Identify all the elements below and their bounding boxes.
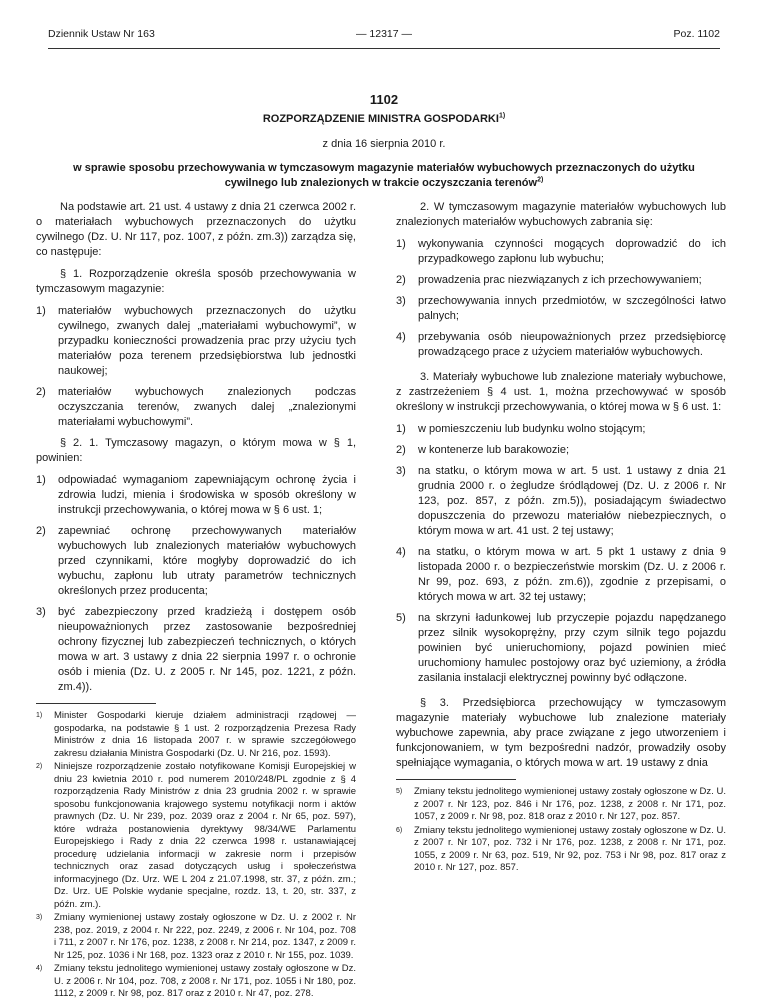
intro-paragraph: Na podstawie art. 21 ust. 4 ustawy z dnia 21 czerwca 2002 r. o materiałach wybuchowych przeznaczonych do użytku cywilnego (Dz. U. Nr 117, poz. 1007, z późn. zm.3)) zarządza się, co następuje:: [36, 201, 356, 258]
section-1: § 1. Rozporządzenie określa sposób przechowywania w tymczasowym magazynie:: [36, 268, 356, 295]
list-item: [396, 422, 726, 437]
list-item-number: 3): [36, 606, 46, 618]
list-item-number: 5): [396, 612, 406, 624]
footnote-text: Minister Gospodarki kieruje działem administracji rządowej — gospodarka, na podstawie § 1 ust. 2 rozporządzenia Prezesa Rady Ministrów z dnia 16 listopada 2007 r. w sprawie szczegółowego zakresu działania Ministra Gospodarki (Dz. U. Nr 216, poz. 1593).: [54, 710, 356, 759]
footnote-text: Zmiany wymienionej ustawy zostały ogłoszone w Dz. U. z 2002 r. Nr 238, poz. 2019, z 2004 r. Nr 222, poz. 2249, z 2006 r. Nr 104, poz. 708 i 711, z 2007 r. Nr 176, poz. 1238, z 2008 r. Nr 214, poz. 1347, z 2009 r. Nr 125, poz. 1036 i Nr 168, poz. 1323 oraz z 2010 r. Nr 155, poz. 1039.: [54, 912, 356, 961]
list-item-text: na statku, o którym mowa w art. 5 ust. 1 ustawy z dnia 21 grudnia 2000 r. o żegludze śródlądowej (Dz. U. z 2006 r. Nr 123, poz. 857, z późn. zm.5)), posiadającym świadectwo dopuszczenia do przewozu materiałów niebezpiecznych, o którym mowa w art. 41 ust. 2 tej ustawy;: [418, 465, 726, 537]
footnote-separator: [36, 703, 156, 704]
section-2: § 2. 1. Tymczasowy magazyn, o którym mowa w § 1, powinien:: [36, 437, 356, 464]
footnote-separator: [396, 779, 516, 780]
act-subject-text: w sprawie sposobu przechowywania w tymczasowym magazynie materiałów wybuchowych przeznaczonych do użytku cywilnego lub znalezionych w trakcie oczyszczania terenów: [73, 162, 695, 190]
list-item-text: zapewniać ochronę przechowywanych materiałów wybuchowych lub znalezionych materiałów wybuchowych przed czynnikami, które mogłyby doprowadzić do ich wybuchu, zapłonu lub utraty parametrów technicznych określonych przez producenta;: [58, 525, 356, 597]
section-1-list: [36, 304, 356, 430]
footnote-number: 2): [36, 763, 43, 770]
list-item-text: w pomieszczeniu lub budynku wolno stojącym;: [418, 423, 646, 435]
list-item: [396, 273, 726, 288]
section-2-paragraph-3: 3. Materiały wybuchowe lub znalezione materiały wybuchowe, z zastrzeżeniem § 4 ust. 1, można przechowywać w sposób określony w instrukcji przechowywania, o której mowa w § 6 ust. 1:: [396, 371, 726, 413]
footnote-number: 4): [36, 965, 43, 972]
journal-name: Dziennik Ustaw Nr 163: [48, 28, 155, 40]
list-item-number: 4): [396, 546, 406, 558]
act-title: [0, 113, 768, 125]
list-item-number: 1): [396, 423, 406, 435]
list-item-text: prowadzenia prac niezwiązanych z ich przechowywaniem;: [418, 274, 702, 286]
footnote-text: Zmiany tekstu jednolitego wymienionej ustawy zostały ogłoszone w Dz. U. z 2007 r. Nr 107, poz. 732 i Nr 176, poz. 1238, z 2008 r. Nr 171, poz. 1055, z 2009 r. Nr 63, poz. 519, Nr 92, poz. 753 i Nr 98, poz. 817 oraz z 2010 r. Nr 127, poz. 857.: [414, 824, 726, 873]
list-item-text: przechowywania innych przedmiotów, w szczególności łatwo palnych;: [418, 295, 726, 322]
left-footnotes: [36, 710, 356, 1001]
footnote: [36, 963, 356, 1001]
footnote-number: 3): [36, 914, 43, 921]
act-title-footnote-ref: 1): [498, 112, 506, 120]
list-item-text: przebywania osób nieupoważnionych przez przedsiębiorcę prowadzącego prace z użyciem materiałów wybuchowych.: [418, 331, 726, 358]
list-item-number: 1): [36, 474, 46, 486]
left-column: [36, 200, 356, 1002]
footnote: [396, 825, 726, 875]
list-item-number: 3): [396, 295, 406, 307]
list-item: [36, 473, 356, 518]
list-item: [396, 545, 726, 605]
footnote: [36, 912, 356, 962]
list-item-text: na skrzyni ładunkowej lub przyczepie pojazdu napędzanego przez silnik wysokoprężny, przy czym silnik tego pojazdu powinien być unieruchomiony, pojazd powinien mieć uruchomiony hamulec postojowy oraz być uziemiony, a źródła zasilania instalacji elektrycznej powinny być odłączone.: [418, 612, 726, 684]
section-2-paragraph-2: 2. W tymczasowym magazynie materiałów wybuchowych lub znalezionych materiałów wybuchowych zabrania się:: [396, 201, 726, 228]
footnote-number: 1): [36, 712, 43, 719]
act-number: 1102: [369, 92, 399, 107]
list-item: [396, 237, 726, 267]
list-item: [396, 611, 726, 686]
list-item-number: 1): [36, 305, 46, 317]
page-number: — 12317 —: [355, 28, 413, 40]
position-number: Poz. 1102: [673, 28, 720, 40]
list-item-number: 3): [396, 465, 406, 477]
footnote: [396, 786, 726, 824]
footnote: [36, 710, 356, 760]
list-item-text: materiałów wybuchowych przeznaczonych do użytku cywilnego, zwanych dalej „materiałami wybuchowymi”, w przypadku konieczności prowadzenia prac przy użyciu tych materiałów poza terenem przedsiębiorstwa lub jednostki naukowej;: [58, 305, 356, 377]
list-item: [36, 605, 356, 695]
list-item-text: odpowiadać wymaganiom zapewniającym ochronę życia i zdrowia ludzi, mienia i środowiska w sposób określony w instrukcji przechowywania, o której mowa w § 6 ust. 1;: [58, 474, 356, 516]
footnote-text: Niniejsze rozporządzenie zostało notyfikowane Komisji Europejskiej w dniu 23 kwietnia 2010 r. pod numerem 2010/248/PL zgodnie z § 4 rozporządzenia Rady Ministrów z dnia 23 grudnia 2002 r. w sprawie sposobu funkcjonowania krajowego systemu notyfikacji norm i aktów prawnych (Dz. U. Nr 239, poz. 2039 oraz z 2004 r. Nr 65, poz. 597), które wdraża postanowienia dyrektywy 98/34/WE Parlamentu Europejskiego i Rady z dnia 22 czerwca 1998 r. ustanawiającej procedurę udzielania informacji w zakresie norm i przepisów technicznych oraz zasad dotyczących usług i społeczeństwa informacyjnego (Dz. Urz. WE L 204 z 21.07.1998, str. 37, z późn. zm.; Dz. Urz. UE Polskie wydanie specjalne, rozdz. 13, t. 20, str. 337, z późn. zm.).: [54, 761, 356, 910]
running-header: [48, 28, 720, 44]
footnote-text: Zmiany tekstu jednolitego wymienionej ustawy zostały ogłoszone w Dz. U. z 2007 r. Nr 123, poz. 846 i Nr 176, poz. 1238, z 2008 r. Nr 171, poz. 1057, z 2009 r. Nr 98, poz. 818 oraz z 2010 r. Nr 127, poz. 857.: [414, 786, 726, 822]
list-item: [396, 443, 726, 458]
act-subject-footnote-ref: 2): [537, 176, 544, 184]
header-rule: [48, 48, 720, 49]
list-item: [36, 385, 356, 430]
list-item-text: być zabezpieczony przed kradzieżą i dostępem osób nieupoważnionych przez zastosowanie bezpośredniej ochrony fizycznej lub zabezpieczeń technicznych, o których mowa w art. 3 ustawy z dnia 22 sierpnia 1997 r. o ochronie osób i mienia (Dz. U. z 2005 r. Nr 145, poz. 1221, z późn. zm.4)).: [58, 606, 356, 693]
prohibitions-list: [396, 237, 726, 360]
list-item: [396, 330, 726, 360]
list-item: [396, 294, 726, 324]
list-item-number: 2): [396, 444, 406, 456]
list-item: [396, 464, 726, 539]
section-2-list: [36, 473, 356, 695]
list-item-number: 2): [36, 386, 46, 398]
list-item-number: 2): [36, 525, 46, 537]
right-column: [396, 200, 726, 876]
list-item-number: 4): [396, 331, 406, 343]
footnote-number: 5): [396, 788, 403, 795]
list-item-number: 2): [396, 274, 406, 286]
list-item-text: materiałów wybuchowych znalezionych podczas oczyszczania terenów, zwanych dalej „znalezionymi materiałami wybuchowymi”.: [58, 386, 356, 428]
right-footnotes: [396, 786, 726, 875]
list-item: [36, 304, 356, 379]
footnote-text: Zmiany tekstu jednolitego wymienionej ustawy zostały ogłoszone w Dz. U. z 2006 r. Nr 104, poz. 708, z 2008 r. Nr 171, poz. 1055 i Nr 180, poz. 1112, z 2009 r. Nr 98, poz. 817 oraz z 2010 r. Nr 47, poz. 278.: [54, 963, 356, 999]
section-3: § 3. Przedsiębiorca przechowujący w tymczasowym magazynie materiały wybuchowe lub znalezione materiały wybuchowe zapewnia, aby prace związane z jego utworzeniem i funkcjonowaniem, w tym bezpośredni nadzór, prowadziły osoby spełniające wymagania, o których mowa w art. 19 ustawy z dnia: [396, 697, 726, 769]
footnote: [36, 761, 356, 911]
footnote-number: 6): [396, 826, 403, 834]
list-item-text: na statku, o którym mowa w art. 5 pkt 1 ustawy z dnia 9 listopada 2000 r. o bezpieczeństwie morskim (Dz. U. z 2006 r. Nr 99, poz. 693, z późn. zm.6)), zgodnie z przepisami, o których mowa w art. 32 tej ustawy;: [418, 546, 726, 603]
list-item-text: w kontenerze lub barakowozie;: [418, 444, 570, 456]
list-item: [36, 524, 356, 599]
act-subject: [60, 161, 708, 192]
list-item-text: wykonywania czynności mogących doprowadzić do ich przypadkowego zapłonu lub wybuchu;: [418, 238, 726, 265]
act-title-text: ROZPORZĄDZENIE MINISTRA GOSPODARKI: [262, 113, 499, 125]
storage-places-list: [396, 422, 726, 686]
act-date: z dnia 16 sierpnia 2010 r.: [322, 138, 446, 150]
list-item-number: 1): [396, 238, 406, 250]
